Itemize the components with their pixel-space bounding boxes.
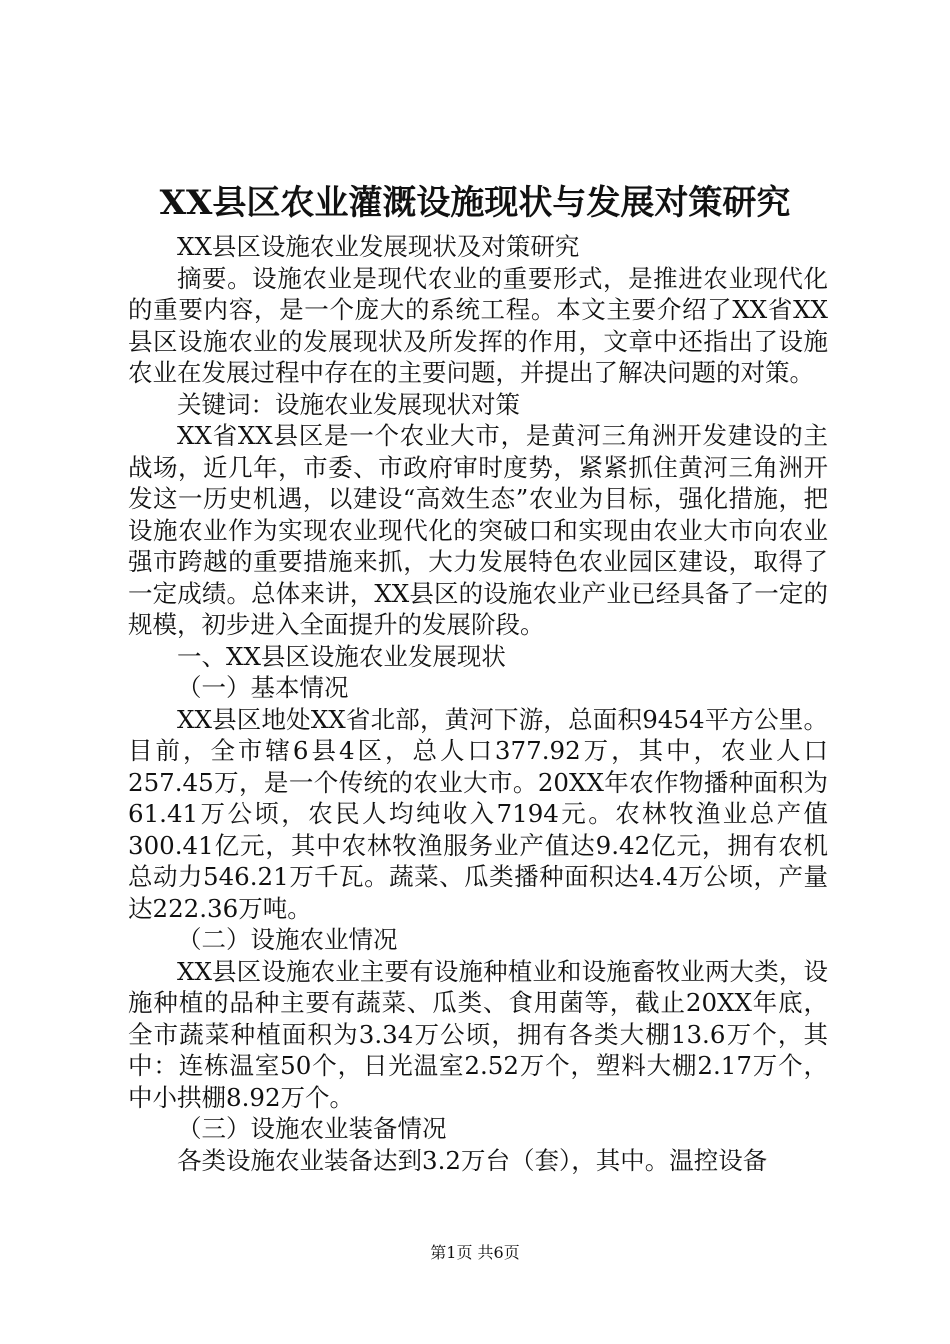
keywords-paragraph: 关键词：设施农业发展现状对策 [177, 389, 520, 419]
abstract-paragraph: 摘要。设施农业是现代农业的重要形式，是推进农业现代化的重要内容，是一个庞大的系统工程。本文主要介绍了XX省XX县区设施农业的发展现状及所发挥的作用，文章中还指出了设施农业在发展过程中存在的主要问题，并提出了解决问题的对策。 [128, 263, 828, 387]
equipment-paragraph: 各类设施农业装备达到3.2万台（套），其中。温控设备 [177, 1145, 768, 1175]
subtitle-paragraph: XX县区设施农业发展现状及对策研究 [177, 232, 580, 261]
facility-paragraph: XX县区设施农业主要有设施种植业和设施畜牧业两大类，设施种植的品种主要有蔬菜、瓜类、食用菌等，截止20XX年底，全市蔬菜种植面积为3.34万公顷，拥有各类大棚13.6万个，其中：连栋温室50个，日光温室2.52万个，塑料大棚2.17万个，中小拱棚8.92万个。 [128, 956, 828, 1112]
basic-info-paragraph: XX县区地处XX省北部，黄河下游，总面积9454平方公里。目前，全市辖6县4区，总人口377.92万，其中，农业人口257.45万，是一个传统的农业大市。20XX年农作物播种面积为61.41万公顷，农民人均纯收入7194元。农林牧渔业总产值300.41亿元，其中农林牧渔服务业产值达9.42亿元，拥有农机总动力546.21万千瓦。蔬菜、瓜类播种面积达4.4万公顷，产量达222.36万吨。 [128, 704, 828, 923]
document-title: XX县区农业灌溉设施现状与发展对策研究 [159, 183, 791, 223]
intro-paragraph: XX省XX县区是一个农业大市，是黄河三角洲开发建设的主战场，近几年，市委、市政府审时度势，紧紧抓住黄河三角洲开发这一历史机遇，以建设“高效生态”农业为目标，强化措施，把设施农业作为实现农业现代化的突破口和实现由农业大市向农业强市跨越的重要措施来抓，大力发展特色农业园区建设，取得了一定成绩。总体来讲，XX县区的设施农业产业已经具备了一定的规模，初步进入全面提升的发展阶段。 [128, 421, 828, 639]
subsection-heading: （三）设施农业装备情况 [177, 1114, 447, 1143]
document-body [128, 231, 828, 1176]
page-footer: 第1页 共6页 [430, 1243, 520, 1262]
subsection-heading: （二）设施农业情况 [177, 925, 398, 954]
section-heading: 一、XX县区设施农业发展现状 [177, 641, 506, 671]
subsection-heading: （一）基本情况 [177, 673, 349, 702]
